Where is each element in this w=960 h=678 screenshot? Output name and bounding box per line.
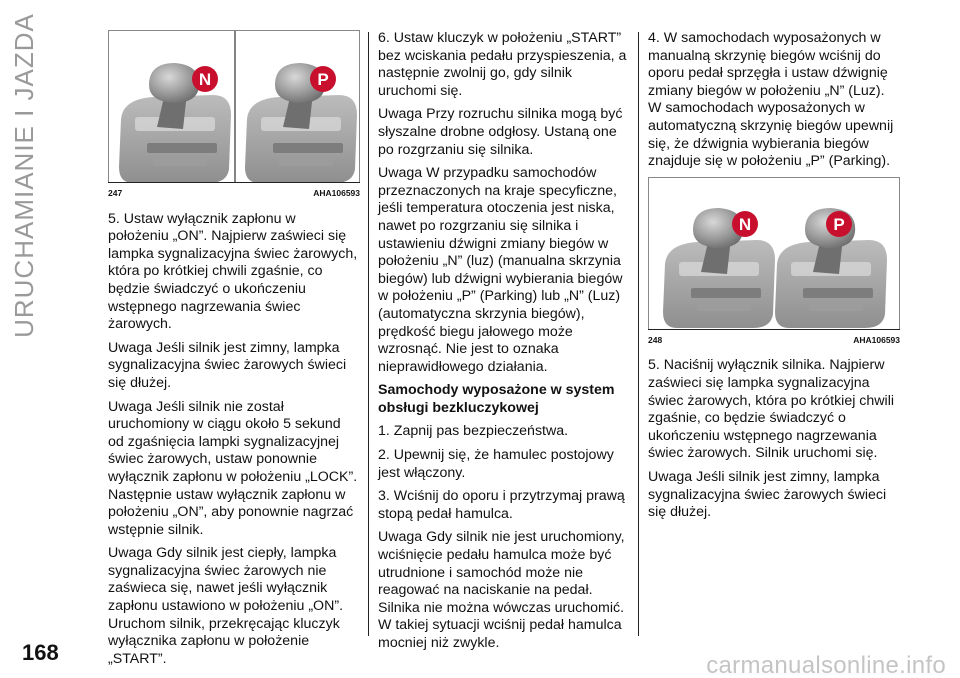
figure-number: 248 bbox=[648, 334, 663, 345]
section-heading-keyless: Samochody wyposażone w system obsługi bezkluczykowej bbox=[378, 382, 615, 416]
figure-code: AHA106593 bbox=[853, 334, 900, 345]
note-warm-engine: Uwaga Gdy silnik jest ciepły, lampka sygnalizacyjna świec żarowych nie zaświeca się, nawet jeśli wyłącznik zapłonu ustawiono w położeniu „ON”. Uruchom silnik, przekręcając kluczyk wyłącznika zapłonu w położenie „START”. bbox=[108, 545, 344, 667]
page-number: 168 bbox=[22, 640, 59, 665]
step-6-paragraph: 6. Ustaw kluczyk w położeniu „START” bez wciskania pedału przyspieszenia, a następnie zwolnij go, gdy silnik uruchomi się. bbox=[378, 30, 627, 99]
column-divider-2 bbox=[638, 32, 639, 636]
figure-number: 247 bbox=[108, 188, 123, 198]
column-2 bbox=[378, 30, 630, 659]
note-idle-speed: Uwaga W przypadku samochodów przeznaczonych na kraje specyficzne, jeśli temperatura otoczenia jest niska, nawet po rozgrzaniu się silnika i ustawieniu dźwigni zmiany biegów w położeniu „N” (luz) (manualna skrzynia biegów) lub dźwigni wybierania biegów w położeniu „P” (Parking) lub „N” (Luz) (automatyczna skrzynia biegów), prędkość biegu jałowego może wzrosnąć. Nie jest to oznaka nieprawidłowego działania. bbox=[378, 165, 623, 375]
note-noise: Uwaga Przy rozruchu silnika mogą być słyszalne drobne odgłosy. Ustaną one po rozgrzaniu się silnika. bbox=[378, 106, 623, 158]
gear-lever-illustration-2 bbox=[649, 178, 900, 329]
note-cold-engine-keyless: Uwaga Jeśli silnik jest zimny, lampka sygnalizacyjna świec żarowych świeci się dłużej. bbox=[648, 468, 887, 521]
column-divider-1 bbox=[368, 32, 369, 636]
badge-n-label: N bbox=[738, 214, 752, 234]
column-3 bbox=[648, 30, 900, 528]
step-5-paragraph: 5. Ustaw wyłącznik zapłonu w położeniu „ON”. Najpierw zaświeci się lampka sygnalizacyjna świec żarowych, która po krótkiej chwili zgaśnie, co będzie świadczyć o ukończeniu wstępnego nagrzewania świec żarowych. bbox=[108, 210, 358, 333]
note-restart: Uwaga Jeśli silnik nie został uruchomiony w ciągu około 5 sekund od zgaśnięcia lampki sygnalizacyjnej świec żarowych, ustaw ponownie wyłącznik zapłonu w położeniu „LOCK”. Następnie ustaw wyłącznik zapłonu w położeniu „ON”, aby ponownie nagrzać wstępnie silnik. bbox=[108, 398, 358, 538]
column-1 bbox=[108, 30, 360, 674]
figure-247-caption bbox=[108, 182, 360, 203]
step-1-paragraph: 1. Zapnij pas bezpieczeństwa. bbox=[378, 423, 569, 440]
figure-code: AHA106593 bbox=[313, 188, 360, 198]
gear-lever-illustration bbox=[109, 31, 360, 182]
step-2-paragraph: 2. Upewnij się, że hamulec postojowy jest włączony. bbox=[378, 447, 614, 481]
badge-p-label: P bbox=[317, 70, 329, 89]
badge-n-label: N bbox=[198, 70, 212, 89]
step-4-paragraph: 4. W samochodach wyposażonych w manualną skrzynię biegów wciśnij do oporu pedał sprzęgła i ustaw dźwignię zmiany biegów w położeniu „N” (Luz). W samochodach wyposażonych w automatyczną skrzynię biegów upewnij się, że dźwignia wybierania biegów znajduje się w położeniu „P” (Parking). bbox=[648, 30, 894, 170]
step-3-paragraph: 3. Wciśnij do oporu i przytrzymaj prawą stopą pedał hamulca. bbox=[378, 488, 625, 522]
figure-248 bbox=[648, 177, 900, 329]
watermark: carmanualsonline.info bbox=[706, 652, 946, 678]
note-brake-pedal: Uwaga Gdy silnik nie jest uruchomiony, wciśnięcie pedału hamulca może być utrudnione i samochód może nie reagować na naciskanie na pedał. Silnika nie można wówczas uruchomić. W takiej sytuacji wciśnij pedał hamulca mocniej niż zwykle. bbox=[378, 529, 625, 651]
chapter-title-text: URUCHAMIANIE I JAZDA bbox=[8, 12, 39, 338]
badge-p-label: P bbox=[833, 214, 845, 234]
chapter-side-title bbox=[2, 12, 46, 338]
step-5-keyless-paragraph: 5. Naciśnij wyłącznik silnika. Najpierw zaświeci się lampka sygnalizacyjna świec żarowych, która po krótkiej chwili zgaśnie, co będzie świadczyć o ukończeniu wstępnego nagrzewania świec żarowych. Silnik uruchomi się. bbox=[648, 357, 894, 462]
figure-248-caption bbox=[648, 329, 900, 350]
note-cold-engine: Uwaga Jeśli silnik jest zimny, lampka sygnalizacyjna świec żarowych świeci się dłużej. bbox=[108, 339, 347, 391]
figure-247 bbox=[108, 30, 360, 182]
